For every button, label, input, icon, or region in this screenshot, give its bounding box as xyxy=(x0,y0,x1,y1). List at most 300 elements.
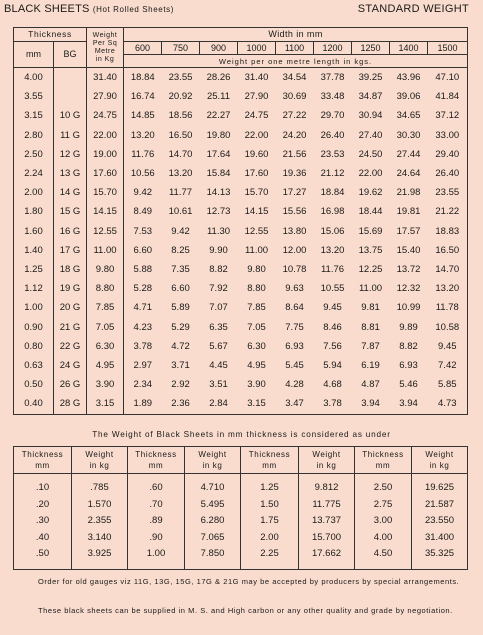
header-line: mm xyxy=(262,461,277,470)
small-table-body xyxy=(14,474,468,570)
weight-per-sq-cell: 6.30 xyxy=(87,337,124,356)
header-line: Weight xyxy=(312,450,341,459)
weight-cell: 3.94 xyxy=(352,394,390,414)
weight-per-sq-cell: 4.95 xyxy=(87,356,124,375)
thickness-cell: .70 xyxy=(128,497,185,514)
weight-cell: 24.50 xyxy=(358,148,383,160)
weight-cell: 9.80 xyxy=(247,264,266,276)
width-col-header: 1000 xyxy=(238,42,276,55)
weight-cell: 7.065 xyxy=(185,530,241,547)
weight-cell: 19.81 xyxy=(396,206,421,218)
thickness-cell: .40 xyxy=(14,530,72,547)
weight-cell: 6.60 xyxy=(171,283,190,295)
bg-gauge-cell xyxy=(54,87,87,106)
weight-cell: 3.15 xyxy=(238,394,276,414)
weight-cell: 22.00 xyxy=(244,129,269,141)
weight-cell: 27.22 xyxy=(282,110,307,122)
thickness-mm-cell: 4.00 xyxy=(14,68,54,88)
thickness-cell: 2.25 xyxy=(241,546,299,569)
weight-cell: 4.73 xyxy=(428,394,468,414)
bg-gauge-cell: 16 G xyxy=(54,222,87,241)
weight-cell: 5.45 xyxy=(285,360,304,372)
thickness-cell: .10 xyxy=(14,474,72,497)
weight-cell: .785 xyxy=(72,474,128,497)
weight-cell: 10.61 xyxy=(168,206,193,218)
weight-cell: 11.76 xyxy=(131,148,155,160)
weight-cell: 4.71 xyxy=(133,302,153,314)
weight-cell: 18.56 xyxy=(168,110,193,122)
weight-per-sq-line: Metre xyxy=(94,47,116,55)
table-row xyxy=(14,241,468,260)
weight-cell: 23.55 xyxy=(168,72,193,83)
header-right-label: STANDARD WEIGHT xyxy=(357,3,469,15)
table-row xyxy=(14,375,468,394)
weight-cell: 28.26 xyxy=(206,72,231,83)
footnote-old-gauges: Order for old gauges viz 11G, 13G, 15G, 17G & 21G may be accepted by producers by special arrangements. xyxy=(38,577,460,586)
weight-kg-header xyxy=(72,447,128,474)
standard-weight-table xyxy=(13,27,468,415)
weight-cell: 19.60 xyxy=(244,148,269,160)
weight-cell: 9.45 xyxy=(323,302,342,314)
footnote-supply-grades: These black sheets can be supplied in M. S. and High carbon or any other quality and grade by negotiation. xyxy=(38,606,453,615)
table-row xyxy=(14,530,468,547)
table-row xyxy=(14,222,468,241)
weight-kg-header xyxy=(412,447,468,474)
weight-cell: 14.70 xyxy=(168,148,193,160)
weight-cell: 27.40 xyxy=(358,129,383,141)
weight-cell: 43.96 xyxy=(396,72,421,83)
thickness-mm-cell: 3.15 xyxy=(14,106,54,125)
weight-cell: 11.775 xyxy=(299,497,355,514)
header-line: Thickness xyxy=(248,450,291,459)
header-line: Thickness xyxy=(362,450,404,459)
weight-per-sq-cell: 3.90 xyxy=(87,375,124,394)
weight-cell: 15.69 xyxy=(358,225,383,237)
thickness-cell: 2.75 xyxy=(355,497,412,514)
weight-cell: 18.84 xyxy=(320,187,345,199)
header-line: in kg xyxy=(316,461,337,470)
thickness-cell: 3.00 xyxy=(355,513,412,530)
weight-cell: 26.40 xyxy=(428,164,468,183)
weight-cell: 6.19 xyxy=(361,360,380,372)
weight-cell: 17.64 xyxy=(206,148,231,160)
weight-cell: 30.94 xyxy=(358,110,383,122)
thickness-header: Thickness xyxy=(14,28,87,42)
weight-cell: 3.925 xyxy=(72,546,128,569)
thickness-cell: .20 xyxy=(14,497,72,514)
weight-cell: 2.34 xyxy=(133,379,153,391)
weight-cell: 3.78 xyxy=(133,340,153,352)
weight-cell: 10.55 xyxy=(320,283,345,295)
weight-cell: 9.81 xyxy=(361,302,380,314)
header-line: Weight xyxy=(425,450,454,459)
weight-cell: 13.20 xyxy=(428,279,468,298)
weight-cell: 5.94 xyxy=(323,360,342,372)
weight-cell: 6.60 xyxy=(133,244,153,256)
weight-cell: 7.87 xyxy=(361,340,380,352)
weight-cell: 29.40 xyxy=(428,145,468,164)
thickness-cell: 1.25 xyxy=(241,474,299,497)
header-line: in kg xyxy=(89,461,110,470)
weight-cell: 2.97 xyxy=(133,360,153,372)
weight-cell: 15.70 xyxy=(244,187,269,199)
weight-cell: 18.44 xyxy=(358,206,383,218)
weight-cell: 47.10 xyxy=(428,68,468,88)
weight-per-sq-cell: 22.00 xyxy=(87,126,124,145)
weight-cell: 24.64 xyxy=(396,168,421,180)
weight-cell: 4.45 xyxy=(209,360,228,372)
weight-cell: 9.45 xyxy=(428,337,468,356)
weight-cell: 9.42 xyxy=(133,187,153,199)
weight-per-sq-cell: 15.70 xyxy=(87,183,124,202)
weight-cell: 41.84 xyxy=(428,87,468,106)
page-title xyxy=(4,3,174,15)
thickness-mm-header xyxy=(128,447,185,474)
thickness-cell: 4.50 xyxy=(355,546,412,569)
weight-cell: 3.94 xyxy=(390,394,428,414)
weight-cell: 21.12 xyxy=(320,168,345,180)
weight-cell: 7.850 xyxy=(185,546,241,569)
weight-cell: 3.78 xyxy=(314,394,352,414)
weight-per-sq-line: in Kg xyxy=(95,55,115,63)
weight-cell: 8.64 xyxy=(285,302,304,314)
weight-cell: 14.85 xyxy=(130,110,155,122)
weight-cell: 15.06 xyxy=(320,225,345,237)
table-row xyxy=(14,145,468,164)
header-line: in kg xyxy=(429,461,450,470)
weight-cell: 22.27 xyxy=(206,110,231,122)
weight-cell: 11.30 xyxy=(206,225,231,237)
weight-cell: 21.56 xyxy=(282,148,307,160)
table-row xyxy=(14,318,468,337)
weight-cell: 16.50 xyxy=(428,241,468,260)
weight-cell: 13.20 xyxy=(130,129,155,141)
weight-cell: 6.280 xyxy=(185,513,241,530)
weight-cell: 13.72 xyxy=(396,264,421,276)
header-line: Thickness xyxy=(21,450,64,459)
weight-cell: 19.80 xyxy=(206,129,231,141)
bg-gauge-cell: 13 G xyxy=(54,164,87,183)
weight-cell: 10.56 xyxy=(130,168,155,180)
weight-cell: 8.49 xyxy=(133,206,153,218)
thickness-mm-cell: 0.50 xyxy=(14,375,54,394)
header-line: mm xyxy=(35,461,50,470)
thickness-cell: 4.00 xyxy=(355,530,412,547)
weight-cell: 1.570 xyxy=(72,497,128,514)
weight-per-sq-cell: 24.75 xyxy=(87,106,124,125)
weight-cell: 23.55 xyxy=(428,183,468,202)
small-table-title: The Weight of Black Sheets in mm thickness is considered as under xyxy=(92,430,391,439)
bg-header: BG xyxy=(54,42,87,68)
weight-cell: 7.07 xyxy=(209,302,228,314)
weight-cell: 2.355 xyxy=(72,513,128,530)
weight-cell: 13.20 xyxy=(168,168,193,180)
weight-cell: 12.32 xyxy=(396,283,421,295)
weight-cell: 7.92 xyxy=(209,283,228,295)
weight-cell: 13.20 xyxy=(320,244,345,256)
weight-cell: 15.700 xyxy=(299,530,355,547)
weight-cell: 5.89 xyxy=(171,302,190,314)
weight-cell: 5.46 xyxy=(399,379,418,391)
header-line: Weight xyxy=(85,450,114,459)
weight-cell: 9.63 xyxy=(285,283,304,295)
thickness-cell: .50 xyxy=(14,546,72,569)
weight-per-sq-cell: 7.85 xyxy=(87,298,124,317)
weight-cell: 7.05 xyxy=(247,321,266,333)
weight-cell: 9.90 xyxy=(209,244,228,256)
bg-gauge-cell: 20 G xyxy=(54,298,87,317)
weight-cell: 15.56 xyxy=(282,206,307,218)
weight-cell: 34.87 xyxy=(358,91,383,103)
weight-cell: 3.51 xyxy=(209,379,228,391)
weight-cell: 5.85 xyxy=(428,375,468,394)
weight-cell: 17.57 xyxy=(396,225,421,237)
weight-per-sq-cell: 12.55 xyxy=(87,222,124,241)
width-col-header: 1200 xyxy=(314,42,352,55)
weight-cell: 9.89 xyxy=(399,321,418,333)
weight-cell: 16.74 xyxy=(130,91,155,103)
weight-per-sq-cell: 31.40 xyxy=(87,68,124,88)
table-row xyxy=(14,513,468,530)
table-row xyxy=(14,356,468,375)
header-line: in kg xyxy=(202,461,223,470)
bg-gauge-cell: 15 G xyxy=(54,202,87,221)
weight-cell: 2.92 xyxy=(171,379,190,391)
weight-cell: 18.83 xyxy=(428,222,468,241)
weight-cell: 7.56 xyxy=(323,340,342,352)
weight-cell: 5.495 xyxy=(185,497,241,514)
bg-gauge-cell: 17 G xyxy=(54,241,87,260)
table-row xyxy=(14,87,468,106)
weight-cell: 19.62 xyxy=(358,187,383,199)
weight-cell: 8.46 xyxy=(323,321,342,333)
weight-cell: 24.20 xyxy=(282,129,307,141)
weight-cell: 17.662 xyxy=(299,546,355,569)
weight-per-sq-line: Weight xyxy=(92,31,118,39)
weight-kg-header xyxy=(185,447,241,474)
weight-cell: 7.85 xyxy=(247,302,266,314)
width-col-header: 1400 xyxy=(390,42,428,55)
width-col-header: 1100 xyxy=(276,42,314,55)
weight-cell: 6.93 xyxy=(285,340,304,352)
weight-cell: 4.28 xyxy=(285,379,304,391)
thickness-mm-cell: 1.40 xyxy=(14,241,54,260)
thickness-mm-cell: 0.80 xyxy=(14,337,54,356)
weight-cell: 4.72 xyxy=(171,340,190,352)
table-row xyxy=(14,279,468,298)
weight-cell: 10.99 xyxy=(396,302,421,314)
weight-cell: 17.60 xyxy=(244,168,269,180)
weight-per-sq-line: Per Sq xyxy=(92,39,118,47)
thickness-mm-cell: 0.63 xyxy=(14,356,54,375)
bg-gauge-cell: 28 G xyxy=(54,394,87,414)
thickness-mm-cell: 3.55 xyxy=(14,87,54,106)
thickness-mm-cell: 2.24 xyxy=(14,164,54,183)
weight-cell: 11.00 xyxy=(358,283,383,295)
weight-cell: 10.78 xyxy=(282,264,307,276)
weight-cell: 3.90 xyxy=(247,379,266,391)
weight-cell: 15.40 xyxy=(396,244,421,256)
weight-cell: 34.54 xyxy=(282,72,307,83)
weight-cell: 10.58 xyxy=(428,318,468,337)
weight-cell: 11.76 xyxy=(320,264,345,276)
table-row xyxy=(14,183,468,202)
width-col-header: 750 xyxy=(162,42,200,55)
thickness-cell: 1.00 xyxy=(128,546,185,569)
weight-cell: 6.93 xyxy=(399,360,418,372)
weight-cell: 19.625 xyxy=(412,474,468,497)
width-header: Width in mm xyxy=(124,28,468,42)
thickness-cell: .90 xyxy=(128,530,185,547)
weight-cell: 14.13 xyxy=(206,187,231,199)
bg-gauge-cell: 11 G xyxy=(54,126,87,145)
thickness-mm-cell: 1.00 xyxy=(14,298,54,317)
weight-cell: 39.06 xyxy=(396,91,421,103)
weight-cell: 9.812 xyxy=(299,474,355,497)
weight-cell: 6.35 xyxy=(209,321,228,333)
weight-per-sq-cell: 19.00 xyxy=(87,145,124,164)
thickness-mm-cell: 1.25 xyxy=(14,260,54,279)
weight-cell: 22.00 xyxy=(358,168,383,180)
bg-gauge-cell: 22 G xyxy=(54,337,87,356)
weight-cell: 11.77 xyxy=(168,187,193,199)
bg-gauge-cell xyxy=(54,68,87,88)
weight-cell: 21.22 xyxy=(428,202,468,221)
title-text: BLACK SHEETS xyxy=(4,3,90,15)
thickness-cell: 2.00 xyxy=(241,530,299,547)
weight-cell: 24.75 xyxy=(244,110,269,122)
weight-per-sq-cell: 27.90 xyxy=(87,87,124,106)
weight-cell: 4.23 xyxy=(133,321,153,333)
thickness-mm-header xyxy=(241,447,299,474)
weight-cell: 8.81 xyxy=(361,321,380,333)
table-row xyxy=(14,394,468,414)
table-row xyxy=(14,546,468,569)
table-row xyxy=(14,260,468,279)
weight-cell: 3.47 xyxy=(276,394,314,414)
weight-cell: 2.36 xyxy=(162,394,200,414)
weight-cell: 14.70 xyxy=(428,260,468,279)
weight-cell: 13.737 xyxy=(299,513,355,530)
weight-cell: 7.35 xyxy=(171,264,190,276)
weight-kg-header xyxy=(299,447,355,474)
thickness-cell: 1.50 xyxy=(241,497,299,514)
weight-per-sq-cell: 14.15 xyxy=(87,202,124,221)
thickness-cell: 2.50 xyxy=(355,474,412,497)
page-header xyxy=(4,3,469,19)
weight-per-sq-cell: 8.80 xyxy=(87,279,124,298)
weight-cell: 18.84 xyxy=(130,72,155,83)
thickness-mm-cell: 1.12 xyxy=(14,279,54,298)
header-line: mm xyxy=(375,461,391,470)
table-row xyxy=(14,337,468,356)
weight-cell: 4.95 xyxy=(247,360,266,372)
header-line: Thickness xyxy=(135,450,177,459)
mm-header: mm xyxy=(14,42,54,68)
weight-cell: 25.11 xyxy=(206,91,231,103)
thickness-mm-cell: 0.40 xyxy=(14,394,54,414)
weight-cell: 33.00 xyxy=(428,126,468,145)
weight-per-sq-cell: 3.15 xyxy=(87,394,124,414)
bg-gauge-cell: 12 G xyxy=(54,145,87,164)
weight-cell: 30.30 xyxy=(396,129,421,141)
thickness-mm-cell: 2.80 xyxy=(14,126,54,145)
weight-cell: 26.40 xyxy=(320,129,345,141)
weight-cell: 4.87 xyxy=(361,379,380,391)
weight-cell: 11.00 xyxy=(244,244,269,256)
weight-cell: 17.27 xyxy=(282,187,307,199)
bg-gauge-cell: 10 G xyxy=(54,106,87,125)
title-subtitle: (Hot Rolled Sheets) xyxy=(92,5,175,14)
weight-cell: 5.88 xyxy=(133,264,153,276)
bg-gauge-cell: 26 G xyxy=(54,375,87,394)
table-row xyxy=(14,164,468,183)
weight-cell: 13.75 xyxy=(358,244,383,256)
weight-cell: 3.71 xyxy=(171,360,190,372)
weight-per-metre-header: Weight per one metre length in kgs. xyxy=(124,55,468,68)
weight-cell: 14.15 xyxy=(244,206,269,218)
weight-cell: 4.710 xyxy=(185,474,241,497)
weight-cell: 39.25 xyxy=(358,72,383,83)
weight-cell: 27.44 xyxy=(396,148,421,160)
weight-cell: 12.25 xyxy=(358,264,383,276)
weight-cell: 3.140 xyxy=(72,530,128,547)
weight-cell: 23.53 xyxy=(320,148,345,160)
weight-cell: 6.30 xyxy=(247,340,266,352)
table-row xyxy=(14,68,468,88)
weight-per-sq-cell: 7.05 xyxy=(87,318,124,337)
table-row xyxy=(14,106,468,125)
weight-cell: 31.400 xyxy=(412,530,468,547)
weight-per-sq-cell: 9.80 xyxy=(87,260,124,279)
main-table-body xyxy=(14,68,468,415)
thickness-mm-cell: 2.00 xyxy=(14,183,54,202)
weight-cell: 19.36 xyxy=(282,168,307,180)
thickness-cell: .60 xyxy=(128,474,185,497)
weight-cell: 8.80 xyxy=(247,283,266,295)
weight-cell: 5.29 xyxy=(171,321,190,333)
weight-cell: 12.55 xyxy=(244,225,269,237)
weight-cell: 8.82 xyxy=(399,340,418,352)
weight-cell: 27.90 xyxy=(244,91,269,103)
bg-gauge-cell: 14 G xyxy=(54,183,87,202)
weight-cell: 5.28 xyxy=(133,283,153,295)
bg-gauge-cell: 19 G xyxy=(54,279,87,298)
table-row xyxy=(14,202,468,221)
weight-cell: 21.587 xyxy=(412,497,468,514)
weight-cell: 21.98 xyxy=(396,187,421,199)
weight-cell: 2.84 xyxy=(200,394,238,414)
weight-cell: 29.70 xyxy=(320,110,345,122)
thickness-cell: 1.75 xyxy=(241,513,299,530)
table-row xyxy=(14,474,468,497)
thickness-mm-cell: 1.60 xyxy=(14,222,54,241)
weight-cell: 8.82 xyxy=(209,264,228,276)
table-row xyxy=(14,298,468,317)
thickness-mm-cell: 2.50 xyxy=(14,145,54,164)
weight-cell: 11.78 xyxy=(428,298,468,317)
weight-cell: 1.89 xyxy=(124,394,162,414)
bg-gauge-cell: 21 G xyxy=(54,318,87,337)
table-row xyxy=(14,126,468,145)
header-line: Weight xyxy=(198,450,227,459)
weight-cell: 12.00 xyxy=(282,244,307,256)
weight-cell: 23.550 xyxy=(412,513,468,530)
weight-cell: 7.53 xyxy=(133,225,153,237)
table-row xyxy=(14,497,468,514)
width-col-header: 1250 xyxy=(352,42,390,55)
header-line: mm xyxy=(148,461,164,470)
